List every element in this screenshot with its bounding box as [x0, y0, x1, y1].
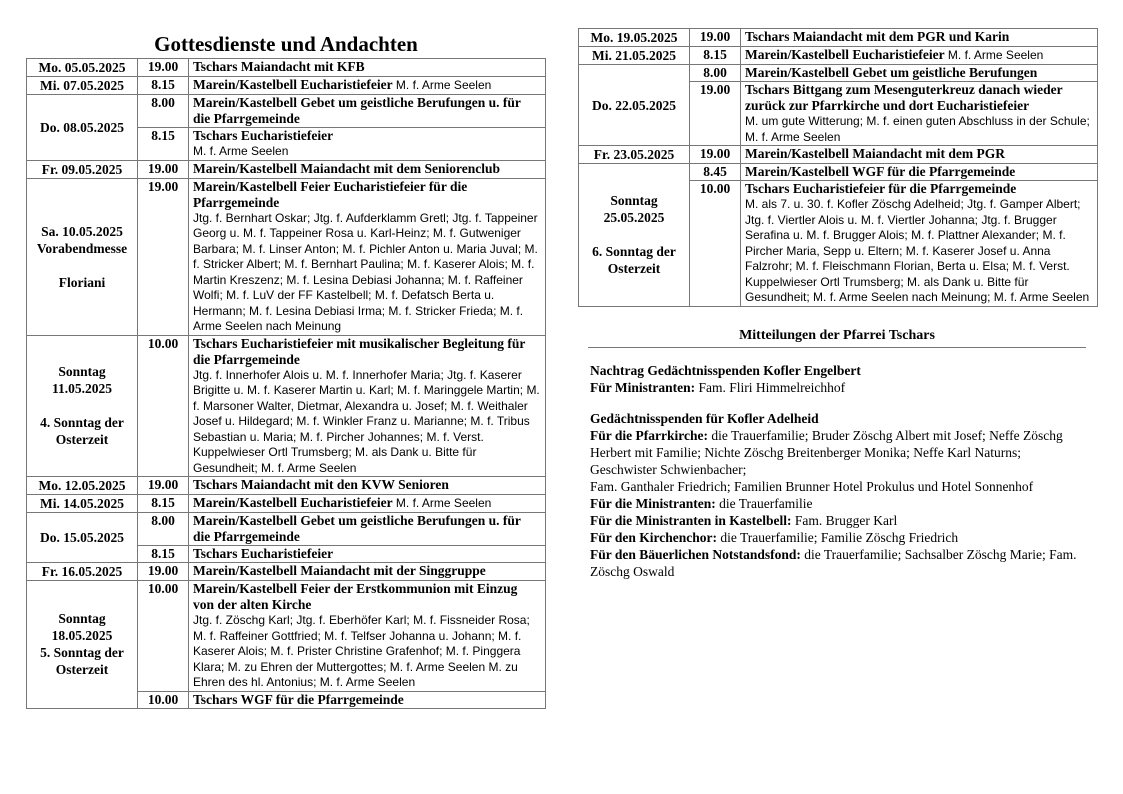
- notice-text: Fam. Ganthaler Friedrich; Familien Brunner Hotel Prokulus und Hotel Sonnenhof: [590, 478, 1034, 494]
- event-title: Marein/Kastelbell Eucharistiefeier: [193, 77, 393, 92]
- date-line: Osterzeit: [55, 662, 109, 678]
- event-cell: [741, 29, 1098, 47]
- date-line: Sonntag: [58, 364, 106, 380]
- event-intentions: M. f. Arme Seelen: [193, 144, 289, 158]
- event-cell: [189, 563, 546, 581]
- date-cell: [27, 581, 138, 709]
- event-intentions: Jtg. f. Innerhofer Alois u. M. f. Innerhofer Maria; Jtg. f. Kaserer Brigitte u. M. f. Kaserer Martin u. Karl; M. f. Maringgele Martin; M. f. Marsoner Walter, Dietmar, Alexandra u. Josef; M. f. Weithaler Josef u. Hildegard; M. f. Winkler Franz u. Marianne; M. f. Tribus Sebastian u. Maria; M. f. Pircher Johannes; M. f. Verst. Kuppelwieser Ortl Trumsberg; M. als Dank u. Bitte für Gesundheit; M. f. Arme Seelen: [193, 367, 540, 475]
- date-line: Sonntag: [58, 611, 106, 627]
- date-cell: [27, 59, 138, 77]
- date-cell: [27, 160, 138, 178]
- date-cell: [27, 178, 138, 335]
- notice-label: Für die Ministranten:: [590, 495, 716, 511]
- notice-label: Für den Bäuerlichen Notstandsfond:: [590, 546, 801, 562]
- event-intentions: M. als 7. u. 30. f. Kofler Zöschg Adelheid; Jtg. f. Gamper Albert; Jtg. f. Viertler Alois u. M. f. Viertler Johanna; Jtg. f. Brugger Serafina u. M. f. Brugger Alois; M. f. Plattner Alexander; M. f. Pircher Maria, Sepp u. Eltern; M. f. Kaserer Josef u. Anna Falzrohr; M. f. Fleischmann Florian, Berta u. Elsa; M. f. Verst. Kuppelwieser Ortl Trumsberg; M. als Dank u. Bitte für Gesundheit; M. f. Arme Seelen nach Meinung; M. f. Arme Seelen: [745, 197, 1090, 304]
- event-title: Tschars Bittgang zum Mesenguterkreuz danach wieder zurück zur Pfarrkirche und dort Eucharistiefeier: [745, 82, 1063, 113]
- schedule-row: [27, 160, 546, 178]
- schedule-body-right: [579, 29, 1098, 307]
- notice-text: Fam. Brugger Karl: [791, 512, 898, 528]
- notice-text: die Trauerfamilie: [715, 495, 813, 511]
- event-title: Marein/Kastelbell Gebet um geistliche Berufungen u. für die Pfarrgemeinde: [193, 513, 521, 544]
- time-cell: 8.15: [138, 77, 189, 95]
- schedule-row: [579, 47, 1098, 65]
- date-line: Mi. 14.05.2025: [40, 496, 124, 511]
- date-cell: [579, 47, 690, 65]
- time-cell: 8.15: [138, 128, 189, 161]
- event-title: Marein/Kastelbell WGF für die Pfarrgemeinde: [745, 164, 1016, 179]
- notice-label: Für den Kirchenchor:: [590, 529, 717, 545]
- time-cell: 19.00: [690, 82, 741, 146]
- event-intentions: Jtg. f. Bernhart Oskar; Jtg. f. Aufderklamm Gretl; Jtg. f. Tappeiner Georg u. M. f. Tappeiner Rosa u. Karl-Heinz; M. f. Gutweniger Barbara; M. f. Linser Anton; M. f. Pichler Anton u. Maria Juval; M. f. Stricker Albert; M. f. Bernhart Paulina; M. f. Kaserer Alois; M. f. Martin Kreszenz; M. f. Lesina Debiasi Johanna; M. f. Raffeiner Wolfi; M. f. LuV der FF Kastelbell; M. f. Defatsch Berta u. Hermann; M. f. Lesina Debiasi Irma; M. f. Stricker Frieda; M. f. Arme Seelen nach Meinung: [193, 210, 538, 333]
- date-line: Mo. 19.05.2025: [590, 30, 678, 45]
- event-title: Marein/Kastelbell Maiandacht mit der Singgruppe: [193, 563, 486, 578]
- date-cell: [27, 335, 138, 477]
- date-line: Mi. 07.05.2025: [40, 78, 124, 93]
- notice-line: [590, 410, 1086, 427]
- event-title: Tschars Maiandacht mit KFB: [193, 59, 365, 74]
- event-title: Tschars Maiandacht mit dem PGR und Karin: [745, 29, 1010, 44]
- event-cell: [189, 95, 546, 128]
- schedule-row: [579, 164, 1098, 181]
- date-cell: [27, 77, 138, 95]
- event-cell: [189, 77, 546, 95]
- notice-line: [590, 546, 1086, 580]
- date-line: Fr. 16.05.2025: [41, 564, 123, 579]
- event-title: Marein/Kastelbell Gebet um geistliche Berufungen u. für die Pfarrgemeinde: [193, 95, 521, 126]
- event-cell: [189, 128, 546, 161]
- date-line: 5. Sonntag der: [40, 645, 124, 661]
- notice-blocks: [578, 362, 1086, 580]
- date-line: 11.05.2025: [51, 381, 112, 397]
- schedule-row: [27, 335, 546, 477]
- time-cell: 10.00: [138, 581, 189, 692]
- event-title: Tschars Eucharistiefeier: [193, 128, 334, 143]
- time-cell: 8.00: [690, 65, 741, 82]
- time-cell: 8.00: [138, 513, 189, 546]
- time-cell: 19.00: [138, 563, 189, 581]
- schedule-row: [27, 581, 546, 692]
- time-cell: 10.00: [690, 181, 741, 307]
- schedule-row: [27, 77, 546, 95]
- date-line: Mi. 21.05.2025: [592, 48, 676, 63]
- event-cell: [189, 477, 546, 495]
- event-cell: [741, 181, 1098, 307]
- date-line: 4. Sonntag der: [40, 415, 124, 431]
- event-cell: [189, 59, 546, 77]
- event-cell: [189, 513, 546, 546]
- notice-text: die Trauerfamilie; Sachsalber Zöschg Marie; Fam. Zöschg Oswald: [590, 546, 1077, 579]
- date-cell: [579, 65, 690, 146]
- event-title: Marein/Kastelbell Eucharistiefeier: [193, 495, 393, 510]
- event-title: Marein/Kastelbell Eucharistiefeier: [745, 47, 945, 62]
- left-column: [26, 32, 546, 709]
- event-intentions: Jtg. f. Zöschg Karl; Jtg. f. Eberhöfer Karl; M. f. Fissneider Rosa; M. f. Raffeiner Gottfried; M. f. Telfser Johanna u. Johann; M. f. Kaserer Alois; M. f. Prister Christine Grafenhof; M. f. Pinggera Klara; M. zu Ehren der Muttergottes; M. f. Arme Seelen M. zu Ehren des hl. Antonius; M. f. Arme Seelen: [193, 613, 530, 689]
- date-cell: [579, 29, 690, 47]
- event-note: M. f. Arme Seelen: [392, 496, 492, 510]
- schedule-row: [27, 495, 546, 513]
- notice-line: [590, 379, 1086, 396]
- time-cell: 8.00: [138, 95, 189, 128]
- notice-text: Fam. Fliri Himmelreichhof: [695, 379, 846, 395]
- notice-label: Nachtrag Gedächtnisspenden Kofler Engelbert: [590, 362, 861, 378]
- date-line: Sa. 10.05.2025: [41, 223, 123, 239]
- event-cell: [741, 146, 1098, 164]
- right-column: [578, 28, 1098, 580]
- date-line: 18.05.2025: [51, 628, 113, 644]
- date-spacer: [29, 397, 135, 414]
- schedule-row: [579, 29, 1098, 47]
- schedule-row: [27, 477, 546, 495]
- date-cell: [27, 563, 138, 581]
- date-cell: [27, 95, 138, 161]
- notice-line: [590, 529, 1086, 546]
- event-title: Marein/Kastelbell Gebet um geistliche Berufungen: [745, 65, 1038, 80]
- event-title: Tschars Maiandacht mit den KVW Senioren: [193, 477, 449, 492]
- notices-title: Mitteilungen der Pfarrei Tschars: [588, 327, 1086, 348]
- notice-label: Gedächtnisspenden für Kofler Adelheid: [590, 410, 819, 426]
- date-line: Fr. 09.05.2025: [41, 161, 123, 177]
- time-cell: 8.15: [690, 47, 741, 65]
- date-line: Sonntag: [610, 193, 658, 209]
- notice-line: [590, 427, 1086, 478]
- date-cell: [27, 477, 138, 495]
- date-cell: [579, 146, 690, 164]
- event-note: M. f. Arme Seelen: [944, 48, 1044, 62]
- date-line: Do. 22.05.2025: [592, 97, 676, 113]
- event-title: Tschars WGF für die Pfarrgemeinde: [193, 691, 404, 707]
- time-cell: 10.00: [138, 335, 189, 477]
- schedule-row: [579, 146, 1098, 164]
- schedule-row: [579, 65, 1098, 82]
- event-title: Marein/Kastelbell Feier der Erstkommunion mit Einzug von der alten Kirche: [193, 581, 518, 612]
- time-cell: 8.45: [690, 164, 741, 181]
- time-cell: 19.00: [138, 59, 189, 77]
- event-title: Marein/Kastelbell Maiandacht mit dem Seniorenclub: [193, 160, 500, 176]
- event-note: M. f. Arme Seelen: [392, 78, 492, 92]
- date-line: Vorabendmesse: [36, 240, 128, 256]
- time-cell: 8.15: [138, 495, 189, 513]
- event-intentions: M. um gute Witterung; M. f. einen guten Abschluss in der Schule; M. f. Arme Seelen: [745, 114, 1090, 144]
- event-title: Marein/Kastelbell Maiandacht mit dem PGR: [745, 146, 1005, 161]
- event-cell: [189, 160, 546, 178]
- event-cell: [189, 581, 546, 692]
- notice-block: [590, 410, 1086, 580]
- time-cell: 19.00: [138, 160, 189, 178]
- schedule-row: [27, 95, 546, 128]
- date-line: Do. 08.05.2025: [40, 119, 124, 135]
- notice-line: [590, 478, 1086, 495]
- date-line: Osterzeit: [607, 261, 661, 277]
- schedule-table-left: [26, 58, 546, 709]
- date-line: 25.05.2025: [603, 210, 665, 226]
- event-cell: [189, 546, 546, 563]
- date-line: 6. Sonntag der: [592, 244, 676, 260]
- schedule-table-right: [578, 28, 1098, 307]
- date-line: Do. 15.05.2025: [40, 530, 124, 545]
- schedule-row: [27, 513, 546, 546]
- schedule-row: [27, 563, 546, 581]
- parish-notices: [578, 327, 1086, 580]
- schedule-body-left: [27, 59, 546, 709]
- event-title: Marein/Kastelbell Feier Eucharistiefeier für die Pfarrgemeinde: [193, 178, 468, 210]
- date-cell: [579, 164, 690, 307]
- event-cell: [741, 164, 1098, 181]
- event-title: Tschars Eucharistiefeier mit musikalischer Begleitung für die Pfarrgemeinde: [193, 335, 526, 367]
- event-cell: [741, 65, 1098, 82]
- date-line: Fr. 23.05.2025: [593, 147, 675, 162]
- event-title: Tschars Eucharistiefeier für die Pfarrgemeinde: [745, 181, 1017, 196]
- notice-text: die Trauerfamilie; Bruder Zöschg Albert mit Josef; Neffe Zöschg Herbert mit Familie; Nichte Zöschg Breitenberger Monika; Neffe Karl Naturns; Geschwister Schwienbacher;: [590, 427, 1063, 477]
- event-title: Tschars Eucharistiefeier: [193, 546, 334, 561]
- notice-line: [590, 512, 1086, 529]
- time-cell: 19.00: [690, 29, 741, 47]
- event-cell: [189, 335, 546, 477]
- notice-label: Für die Pfarrkirche:: [590, 427, 708, 443]
- time-cell: 10.00: [138, 691, 189, 708]
- date-spacer: [29, 257, 135, 274]
- notice-label: Für die Ministranten in Kastelbell:: [590, 512, 792, 528]
- date-spacer: [581, 226, 687, 243]
- date-line: Mo. 12.05.2025: [38, 478, 126, 493]
- schedule-row: [27, 59, 546, 77]
- time-cell: 19.00: [138, 477, 189, 495]
- time-cell: 19.00: [690, 146, 741, 164]
- notice-text: die Trauerfamilie; Familie Zöschg Friedrich: [717, 529, 959, 545]
- event-cell: [741, 82, 1098, 146]
- event-cell: [189, 691, 546, 708]
- date-line: Osterzeit: [55, 432, 109, 448]
- date-cell: [27, 513, 138, 563]
- event-cell: [189, 495, 546, 513]
- notice-line: [590, 495, 1086, 512]
- date-line: Floriani: [58, 274, 106, 290]
- time-cell: 8.15: [138, 546, 189, 563]
- notice-line: [590, 362, 1086, 379]
- notice-label: Für Ministranten:: [590, 379, 696, 395]
- notice-block: [590, 362, 1086, 396]
- time-cell: 19.00: [138, 178, 189, 335]
- event-cell: [189, 178, 546, 335]
- date-line: Mo. 05.05.2025: [38, 60, 126, 75]
- date-cell: [27, 495, 138, 513]
- page-title: Gottesdienste und Andachten: [154, 32, 418, 56]
- event-cell: [741, 47, 1098, 65]
- schedule-row: [27, 178, 546, 335]
